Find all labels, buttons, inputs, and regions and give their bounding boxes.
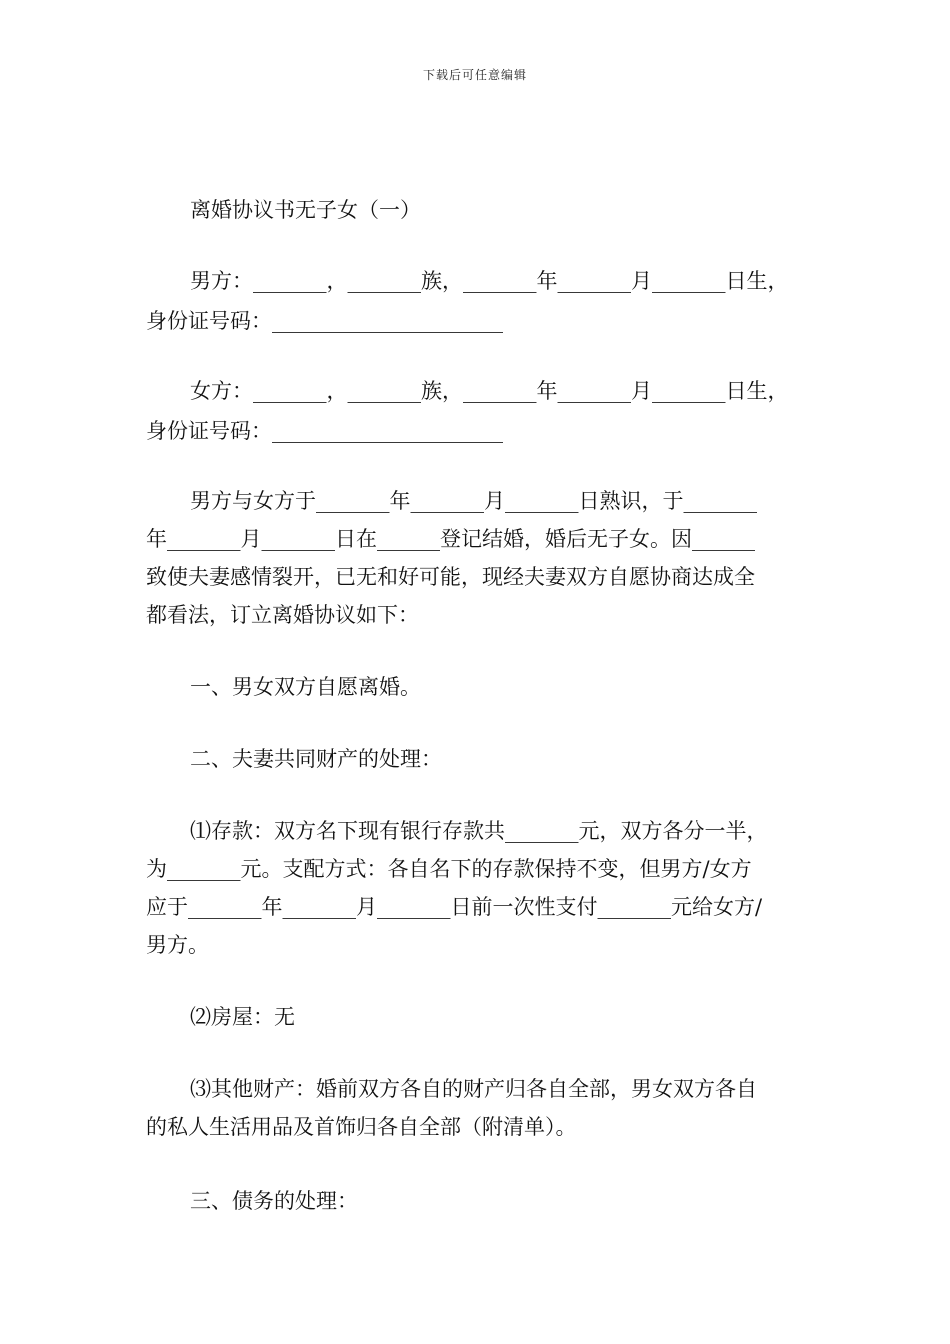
intro-line: 都看法，订立离婚协议如下：	[146, 603, 419, 627]
item-line: 为_______元。支配方式：各自名下的存款保持不变，但男方/女方	[146, 857, 752, 881]
intro-line: 男方与女方于_______年_______月_______日熟识，于_______	[190, 489, 757, 513]
section-heading: 二、夫妻共同财产的处理：	[190, 747, 442, 771]
item-line: ⑵房屋：无	[190, 1005, 295, 1029]
item-line: 应于_______年_______月_______日前一次性支付_______元给女方/	[146, 895, 763, 919]
intro-line: 致使夫妻感情裂开，已无和好可能，现经夫妻双方自愿协商达成全	[146, 565, 755, 589]
header-note: 下载后可任意编辑	[422, 68, 527, 82]
section-heading: 一、男女双方自愿离婚。	[190, 675, 421, 699]
female-info-line: 女方：_______，_______族，_______年_______月_______日生，	[190, 379, 789, 403]
intro-line: 年_______月_______日在______登记结婚，婚后无子女。因______	[146, 527, 755, 551]
document-title: 离婚协议书无子女（一）	[190, 198, 421, 222]
section-heading: 三、债务的处理：	[190, 1189, 358, 1213]
item-line: ⑴存款：双方名下现有银行存款共_______元，双方各分一半，	[190, 819, 768, 843]
male-id-line: 身份证号码：______________________	[146, 309, 503, 333]
male-info-line: 男方：_______，_______族，_______年_______月_______日生，	[190, 269, 789, 293]
item-line: 的私人生活用品及首饰归各自全部（附清单）。	[146, 1115, 577, 1139]
item-line: ⑶其他财产：婚前双方各自的财产归各自全部，男女双方各自	[190, 1077, 757, 1101]
female-id-line: 身份证号码：______________________	[146, 419, 503, 443]
item-line: 男方。	[146, 933, 209, 957]
